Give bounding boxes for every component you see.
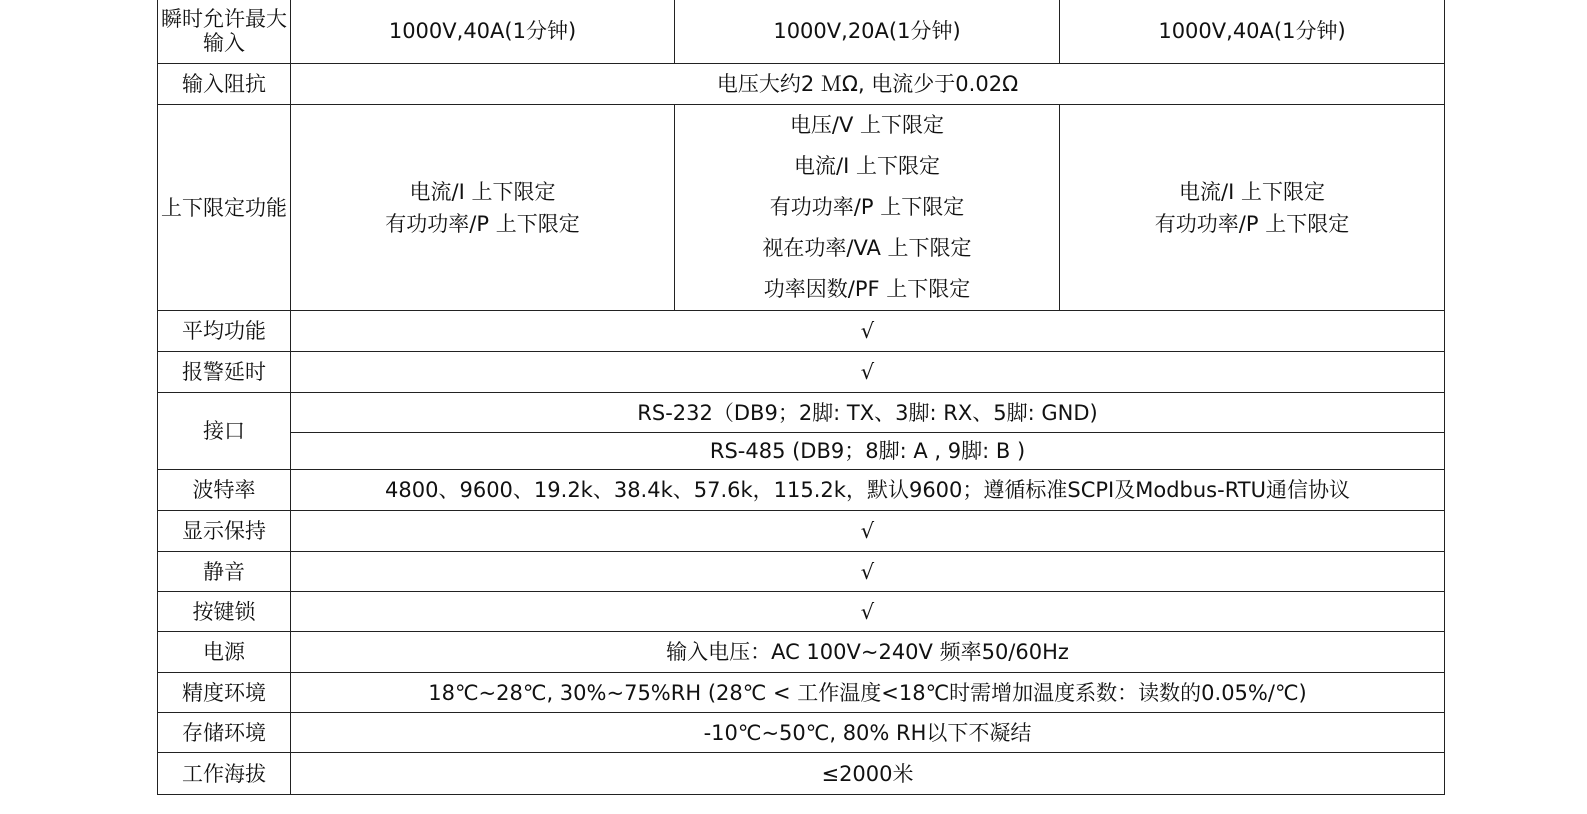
row-display-hold [158, 511, 1445, 552]
row-limit-function [158, 105, 1445, 311]
row-label: 瞬时允许最大输入 [158, 0, 291, 64]
row-key-lock [158, 592, 1445, 632]
row-mute [158, 552, 1445, 592]
cell-value: 输入电压：AC 100V~240V 频率50/60Hz [291, 632, 1445, 673]
limit-item: 电流/I 上下限定 [409, 179, 556, 204]
cell-value [291, 105, 675, 311]
row-label: 按键锁 [158, 592, 291, 632]
row-interface-rs485 [158, 433, 1445, 470]
limit-item: 电压/V 上下限定 [789, 113, 945, 137]
row-interface-rs232 [158, 393, 1445, 433]
limit-item: 视在功率/VA 上下限定 [762, 236, 972, 260]
cell-value: RS-232（DB9；2脚: TX、3脚: RX、5脚: GND) [291, 393, 1445, 433]
limit-item: 电流/I 上下限定 [1179, 179, 1325, 204]
check-mark: √ [291, 552, 1445, 592]
row-label: 精度环境 [158, 673, 291, 713]
row-label: 输入阻抗 [158, 64, 291, 105]
cell-value: 1000V,40A(1分钟) [1060, 0, 1445, 64]
limit-item: 有功功率/P 上下限定 [385, 211, 580, 236]
row-label: 上下限定功能 [158, 105, 291, 311]
row-label: 静音 [158, 552, 291, 592]
cell-value: RS-485 (DB9；8脚: A , 9脚: B ) [291, 433, 1445, 470]
row-label: 电源 [158, 632, 291, 673]
row-alarm-delay [158, 352, 1445, 393]
limit-item: 功率因数/PF 上下限定 [763, 277, 971, 301]
row-label: 平均功能 [158, 311, 291, 352]
row-label: 显示保持 [158, 511, 291, 552]
row-label: 报警延时 [158, 352, 291, 393]
spec-table [157, 0, 1445, 795]
cell-value: 1000V,20A(1分钟) [675, 0, 1060, 64]
cell-value: 电压大约2 ＭΩ, 电流少于0.02Ω [291, 64, 1445, 105]
cell-value [1060, 105, 1445, 311]
row-label: 存储环境 [158, 713, 291, 753]
row-label: 波特率 [158, 470, 291, 511]
check-mark: √ [291, 311, 1445, 352]
row-label: 接口 [158, 393, 291, 470]
row-max-input [158, 0, 1445, 64]
cell-value: 18℃~28℃, 30%~75%RH (28℃ < 工作温度<18℃时需增加温度系数：读数的0.05%/℃) [291, 673, 1445, 713]
cell-value: -10℃~50℃, 80% RH以下不凝结 [291, 713, 1445, 753]
row-average [158, 311, 1445, 352]
row-altitude [158, 753, 1445, 795]
row-storage-env [158, 713, 1445, 753]
limit-item: 电流/I 上下限定 [794, 154, 940, 178]
row-baud-rate [158, 470, 1445, 511]
row-power [158, 632, 1445, 673]
row-accuracy-env [158, 673, 1445, 713]
check-mark: √ [291, 511, 1445, 552]
cell-value: 4800、9600、19.2k、38.4k、57.6k，115.2k，默认9600；遵循标准SCPI及Modbus-RTU通信协议 [291, 470, 1445, 511]
limit-item: 有功功率/P 上下限定 [1154, 211, 1350, 236]
row-label: 工作海拔 [158, 753, 291, 795]
limit-item: 有功功率/P 上下限定 [769, 195, 965, 219]
check-mark: √ [291, 352, 1445, 393]
cell-value [675, 105, 1060, 311]
check-mark: √ [291, 592, 1445, 632]
cell-value: ≤2000米 [291, 753, 1445, 795]
row-input-impedance [158, 64, 1445, 105]
cell-value: 1000V,40A(1分钟) [291, 0, 675, 64]
